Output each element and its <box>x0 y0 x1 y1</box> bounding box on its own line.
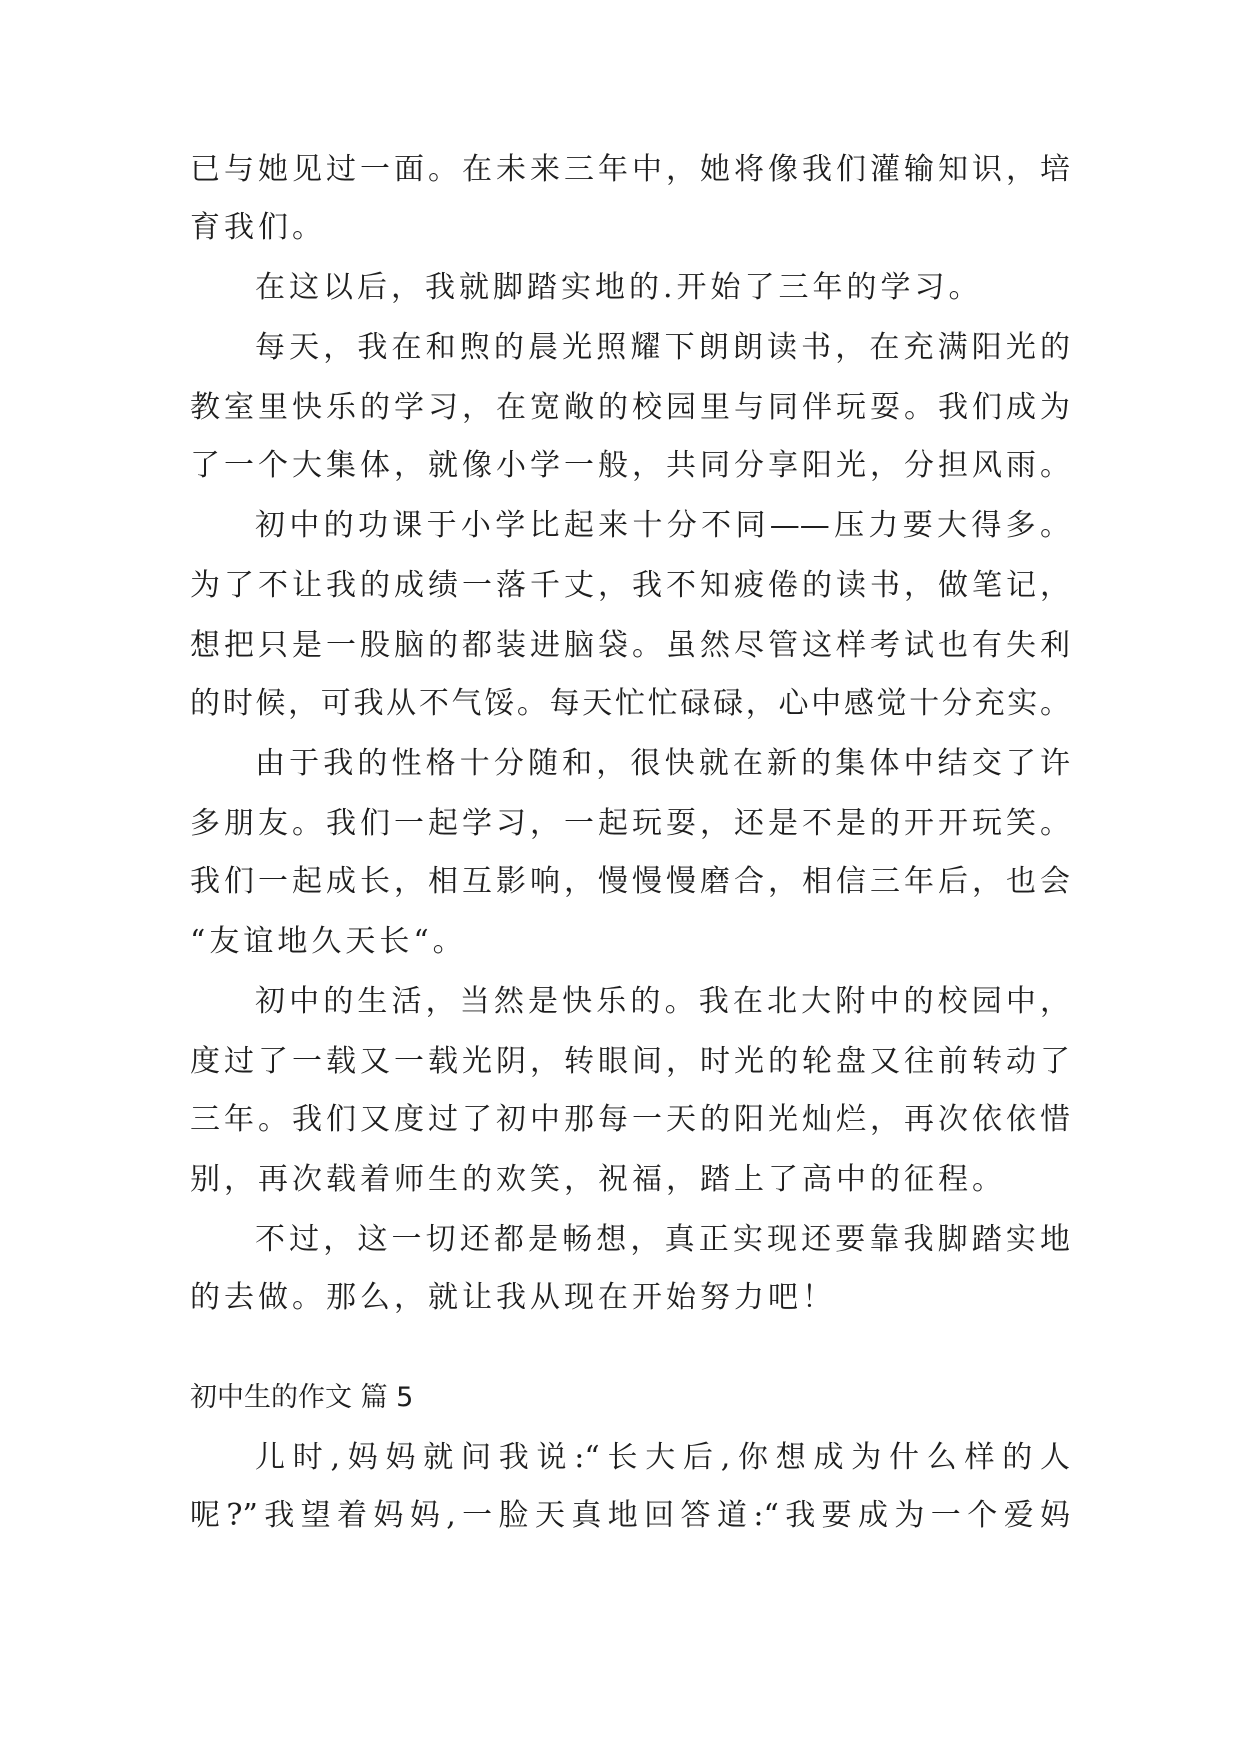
text-line: 的去做。那么，就让我从现在开始努力吧！ <box>190 1280 836 1315</box>
text-line: 了一个大集体，就像小学一般，共同分享阳光，分担风雨。 <box>190 448 1070 483</box>
text-line: 儿时,妈妈就问我说:“长大后,你想成为什么样的人 <box>255 1440 1070 1475</box>
text-line: 的时候，可我从不气馁。每天忙忙碌碌，心中感觉十分充实。 <box>190 686 1070 721</box>
text-line: 多朋友。我们一起学习，一起玩耍，还是不是的开开玩笑。 <box>190 806 1070 841</box>
text-line: 初中的功课于小学比起来十分不同——压力要大得多。 <box>255 508 1070 543</box>
text-line: 我们一起成长，相互影响，慢慢慢磨合，相信三年后，也会 <box>190 864 1070 899</box>
section-heading: 初中生的作文 篇 5 <box>190 1382 414 1413</box>
text-line: 每天，我在和煦的晨光照耀下朗朗读书，在充满阳光的 <box>255 330 1070 365</box>
text-line: 育我们。 <box>190 210 326 245</box>
text-line: 已与她见过一面。在未来三年中，她将像我们灌输知识，培 <box>190 152 1070 187</box>
text-line: 想把只是一股脑的都装进脑袋。虽然尽管这样考试也有失利 <box>190 628 1070 663</box>
text-line: 别，再次载着师生的欢笑，祝福，踏上了高中的征程。 <box>190 1162 1006 1197</box>
text-line: 不过，这一切还都是畅想，真正实现还要靠我脚踏实地 <box>255 1222 1070 1257</box>
text-line: 为了不让我的成绩一落千丈，我不知疲倦的读书，做笔记， <box>190 568 1070 603</box>
text-line: 度过了一载又一载光阴，转眼间，时光的轮盘又往前转动了 <box>190 1044 1070 1079</box>
text-line: 初中的生活，当然是快乐的。我在北大附中的校园中， <box>255 984 1070 1019</box>
text-line: “友谊地久天长“。 <box>190 924 467 959</box>
text-line: 在这以后，我就脚踏实地的.开始了三年的学习。 <box>255 270 983 305</box>
text-line: 三年。我们又度过了初中那每一天的阳光灿烂，再次依依惜 <box>190 1102 1070 1137</box>
text-line: 呢?”我望着妈妈,一脸天真地回答道:“我要成为一个爱妈 <box>190 1498 1070 1533</box>
text-line: 教室里快乐的学习，在宽敞的校园里与同伴玩耍。我们成为 <box>190 390 1070 425</box>
text-line: 由于我的性格十分随和，很快就在新的集体中结交了许 <box>255 746 1070 781</box>
